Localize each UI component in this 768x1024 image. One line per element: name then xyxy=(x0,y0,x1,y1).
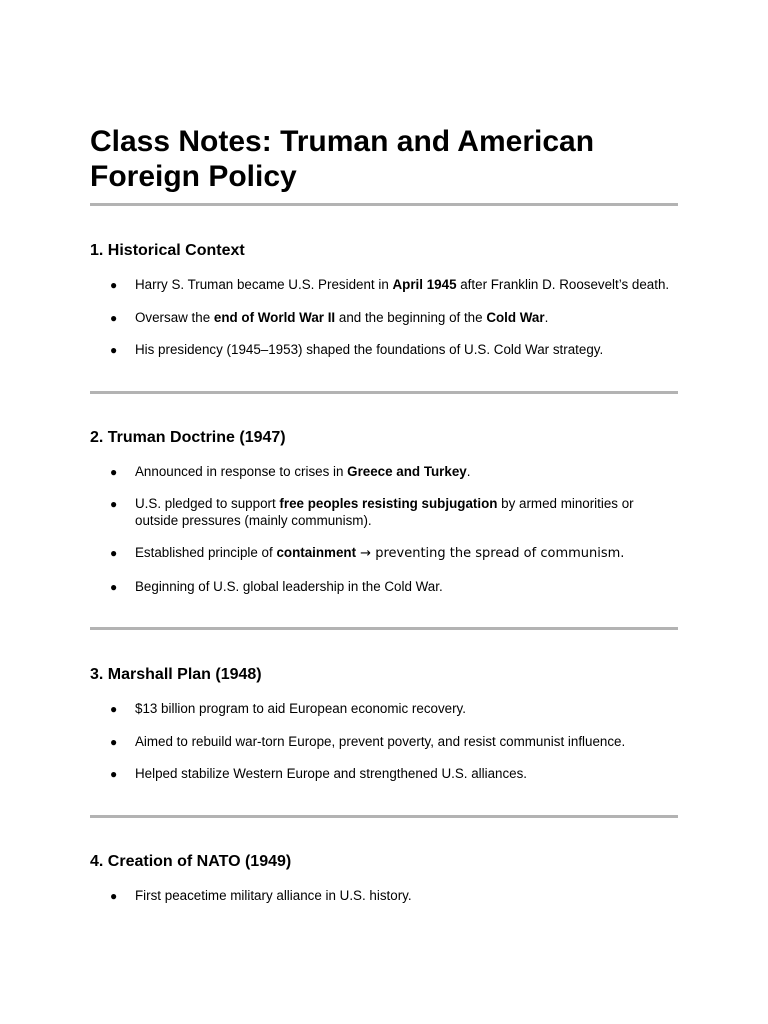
section-heading-truman-doctrine: 2. Truman Doctrine (1947) xyxy=(90,428,286,446)
list-item: ● Established principle of containment → preventing the spread of communism. xyxy=(110,545,625,561)
list-item: ● Helped stabilize Western Europe and strengthened U.S. alliances. xyxy=(110,766,528,781)
bullet-icon: ● xyxy=(110,702,118,716)
bullet-icon: ● xyxy=(110,734,118,749)
bullet-icon: ● xyxy=(110,497,118,511)
bullet-icon: ● xyxy=(110,464,118,479)
bullet-icon: ● xyxy=(110,343,118,357)
list-item: ● His presidency (1945–1953) shaped the foundations of U.S. Cold War strategy. xyxy=(110,342,604,357)
bullet-icon: ● xyxy=(110,310,118,325)
bullet-list xyxy=(90,701,678,783)
list-item: ● $13 billion program to aid European economic recovery. xyxy=(110,701,466,716)
bullet-icon: ● xyxy=(110,767,118,781)
bullet-list xyxy=(90,277,678,359)
list-item: ● U.S. pledged to support free peoples resisting subjugation by armed minorities or outside pressures (mainly communism). xyxy=(110,496,634,528)
bullet-list xyxy=(90,464,678,596)
document-title: Class Notes: Truman and American Foreign Policy xyxy=(90,125,595,193)
divider xyxy=(90,203,678,206)
divider xyxy=(90,627,678,630)
divider xyxy=(90,391,678,394)
section-heading-historical-context: 1. Historical Context xyxy=(90,242,245,259)
list-item: ● Beginning of U.S. global leadership in the Cold War. xyxy=(110,578,443,594)
section-heading-nato: 4. Creation of NATO (1949) xyxy=(90,852,292,870)
divider xyxy=(90,815,678,818)
bullet-icon: ● xyxy=(110,888,118,903)
list-item: ● Harry S. Truman became U.S. President in April 1945 after Franklin D. Roosevelt’s death. xyxy=(110,277,670,292)
bullet-icon: ● xyxy=(110,278,118,292)
list-item: ● First peacetime military alliance in U.S. history. xyxy=(110,887,412,903)
list-item: ● Aimed to rebuild war-torn Europe, prevent poverty, and resist communist influence. xyxy=(110,733,626,749)
section-heading-marshall-plan: 3. Marshall Plan (1948) xyxy=(90,666,262,683)
document-page xyxy=(90,124,678,904)
list-item: ● Announced in response to crises in Greece and Turkey. xyxy=(110,463,471,479)
bullet-icon: ● xyxy=(110,546,118,560)
bullet-icon: ● xyxy=(110,579,118,594)
bullet-list xyxy=(90,888,678,905)
list-item: ● Oversaw the end of World War II and the beginning of the Cold War. xyxy=(110,309,549,325)
